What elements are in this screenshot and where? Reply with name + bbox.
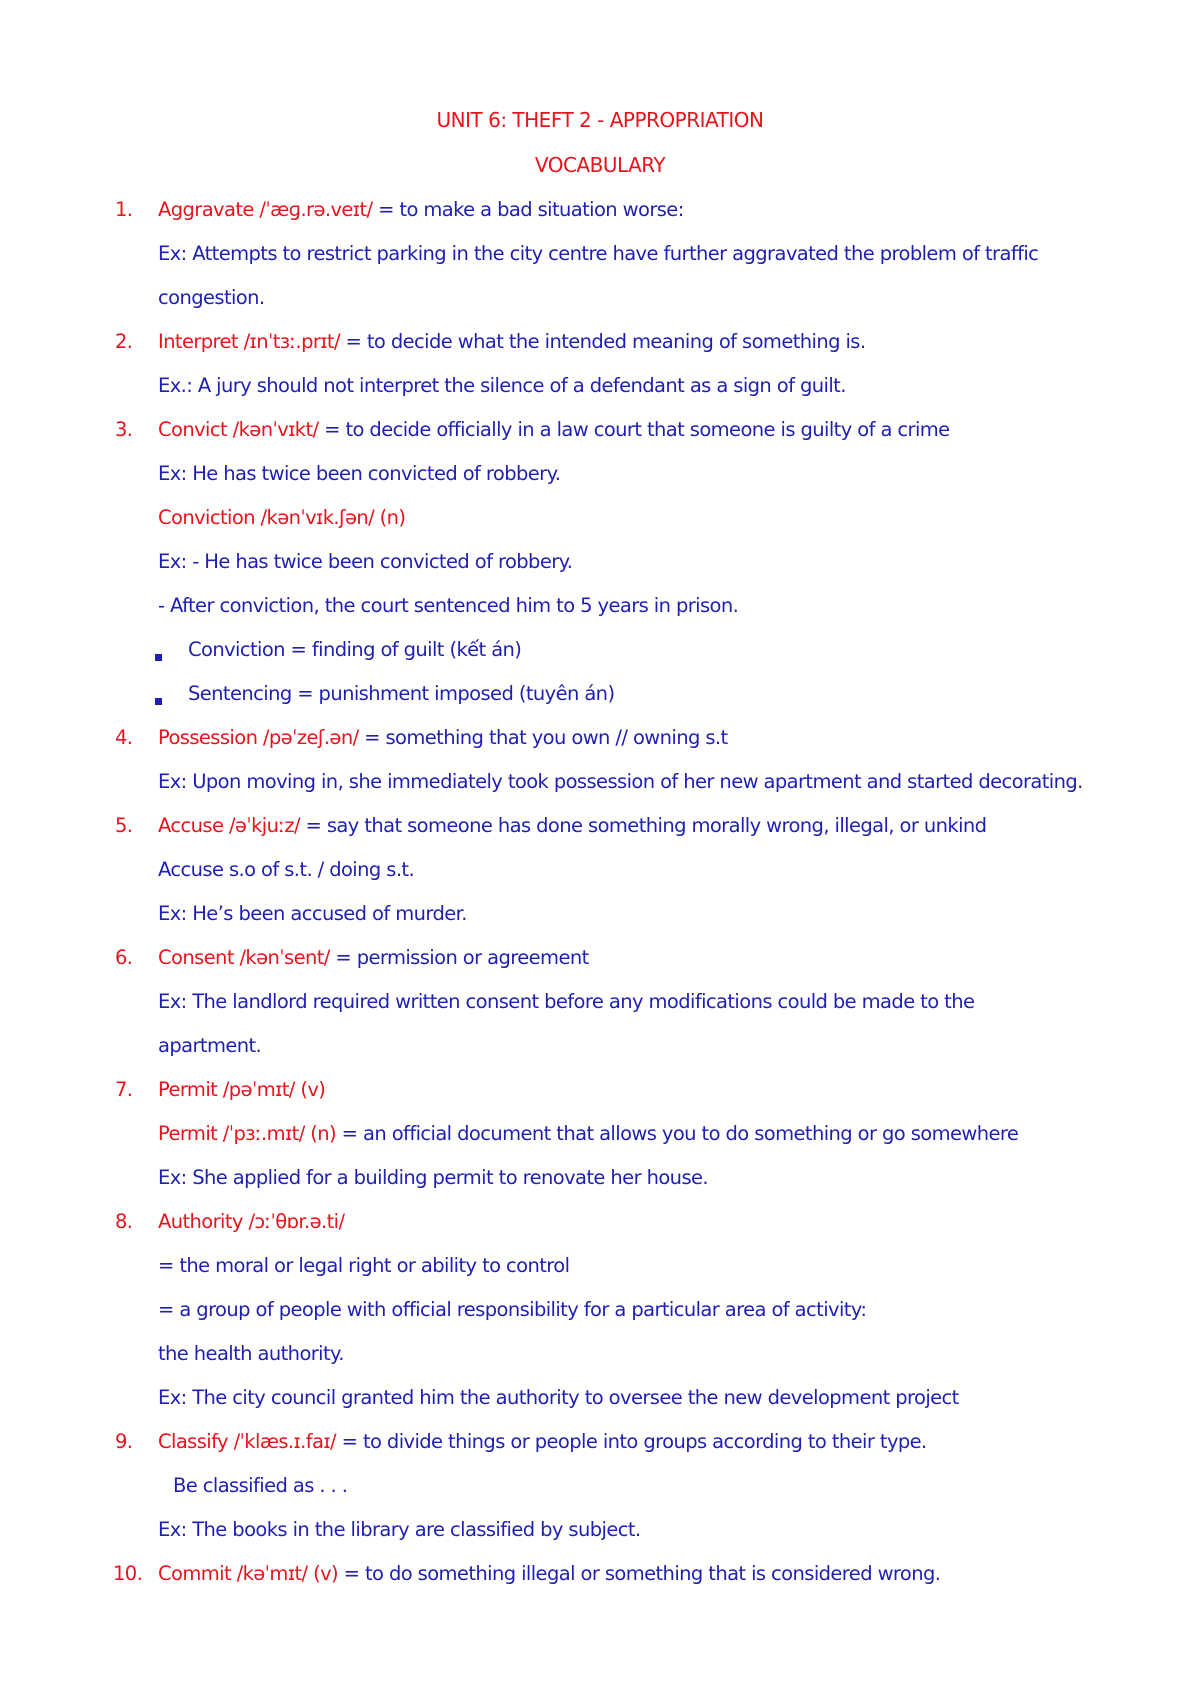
- entry-example: Ex: She applied for a building permit to renovate her house.: [158, 1166, 709, 1189]
- entry-definition-example: the health authority.: [158, 1342, 344, 1365]
- entry-term: Commit /kəˈmɪt/ (v): [158, 1562, 339, 1585]
- entry-example: Ex: Upon moving in, she immediately took possession of her new apartment and started decorating.: [158, 770, 1083, 793]
- entry-definition: = permission or agreement: [329, 946, 589, 969]
- entry-term: Classify /ˈklæs.ɪ.faɪ/: [158, 1430, 337, 1453]
- entry-definition: = an official document that allows you to do something or go somewhere: [336, 1122, 1019, 1145]
- entry-example-cont: congestion.: [158, 286, 265, 309]
- entry-definition: = to decide what the intended meaning of something is.: [339, 330, 866, 353]
- entry-heading: [158, 330, 865, 354]
- entry-heading: [158, 418, 950, 442]
- entry-example: Ex: The city council granted him the authority to oversee the new development project: [158, 1386, 959, 1409]
- entry-example: Ex: He has twice been convicted of robbery.: [158, 462, 561, 485]
- entry-number: 10.: [113, 1562, 143, 1585]
- entry-example: Ex: The books in the library are classified by subject.: [158, 1518, 641, 1541]
- entry-example-cont: apartment.: [158, 1034, 262, 1057]
- entry-heading: [158, 814, 986, 838]
- entry-subterm: Permit /ˈpɜː.mɪt/ (n): [158, 1122, 337, 1145]
- entry-example: Ex.: A jury should not interpret the silence of a defendant as a sign of guilt.: [158, 374, 846, 397]
- entry-number: 5.: [115, 814, 133, 837]
- entry-definition: = say that someone has done something morally wrong, illegal, or unkind: [299, 814, 987, 837]
- entry-definition: = the moral or legal right or ability to control: [158, 1254, 570, 1277]
- entry-number: 8.: [115, 1210, 133, 1233]
- entry-number: 6.: [115, 946, 133, 969]
- square-bullet-icon: [155, 698, 162, 705]
- bullet-item: Conviction = finding of guilt (kết án): [188, 638, 522, 661]
- page-subtitle: VOCABULARY: [534, 153, 666, 177]
- entry-definition: = a group of people with official responsibility for a particular area of activity:: [158, 1298, 867, 1321]
- entry-heading: [158, 1562, 940, 1586]
- entry-term: Consent /kənˈsent/: [158, 946, 330, 969]
- entry-example: Ex: He’s been accused of murder.: [158, 902, 467, 925]
- entry-heading: [158, 198, 684, 222]
- entry-example: - After conviction, the court sentenced him to 5 years in prison.: [158, 594, 739, 617]
- entry-example: Ex: Attempts to restrict parking in the city centre have further aggravated the problem of traffic: [158, 242, 1039, 265]
- entry-subheading: [158, 1122, 1018, 1146]
- page-title: UNIT 6: THEFT 2 - APPROPRIATION: [436, 108, 764, 132]
- entry-usage: Be classified as . . .: [173, 1474, 348, 1497]
- entry-number: 1.: [115, 198, 133, 221]
- entry-number: 2.: [115, 330, 133, 353]
- entry-heading: [158, 1430, 927, 1454]
- entry-term: Permit /pəˈmɪt/ (v): [158, 1078, 326, 1101]
- entry-definition: = to decide officially in a law court that someone is guilty of a crime: [318, 418, 950, 441]
- entry-definition: = to make a bad situation worse:: [372, 198, 684, 221]
- entry-usage: Accuse s.o of s.t. / doing s.t.: [158, 858, 415, 881]
- entry-number: 7.: [115, 1078, 133, 1101]
- entry-number: 3.: [115, 418, 133, 441]
- entry-term: Accuse /əˈkjuːz/: [158, 814, 300, 837]
- entry-example: Ex: - He has twice been convicted of robbery.: [158, 550, 573, 573]
- entry-heading: [158, 726, 728, 750]
- entry-term: Possession /pəˈzeʃ.ən/: [158, 726, 359, 749]
- entry-term: Authority /ɔːˈθɒr.ə.ti/: [158, 1210, 345, 1233]
- entry-definition: = to divide things or people into groups according to their type.: [336, 1430, 927, 1453]
- entry-heading: [158, 946, 589, 970]
- entry-term: Interpret /ɪnˈtɜː.prɪt/: [158, 330, 340, 353]
- entry-subterm: Conviction /kənˈvɪk.ʃən/ (n): [158, 506, 406, 529]
- entry-term: Aggravate /ˈæɡ.rə.veɪt/: [158, 198, 373, 221]
- entry-number: 9.: [115, 1430, 133, 1453]
- square-bullet-icon: [155, 654, 162, 661]
- entry-example: Ex: The landlord required written consent before any modifications could be made to the: [158, 990, 975, 1013]
- entry-definition: = something that you own // owning s.t: [358, 726, 728, 749]
- entry-definition: = to do something illegal or something that is considered wrong.: [338, 1562, 941, 1585]
- bullet-item: Sentencing = punishment imposed (tuyên án): [188, 682, 615, 705]
- entry-term: Convict /kənˈvɪkt/: [158, 418, 319, 441]
- entry-number: 4.: [115, 726, 133, 749]
